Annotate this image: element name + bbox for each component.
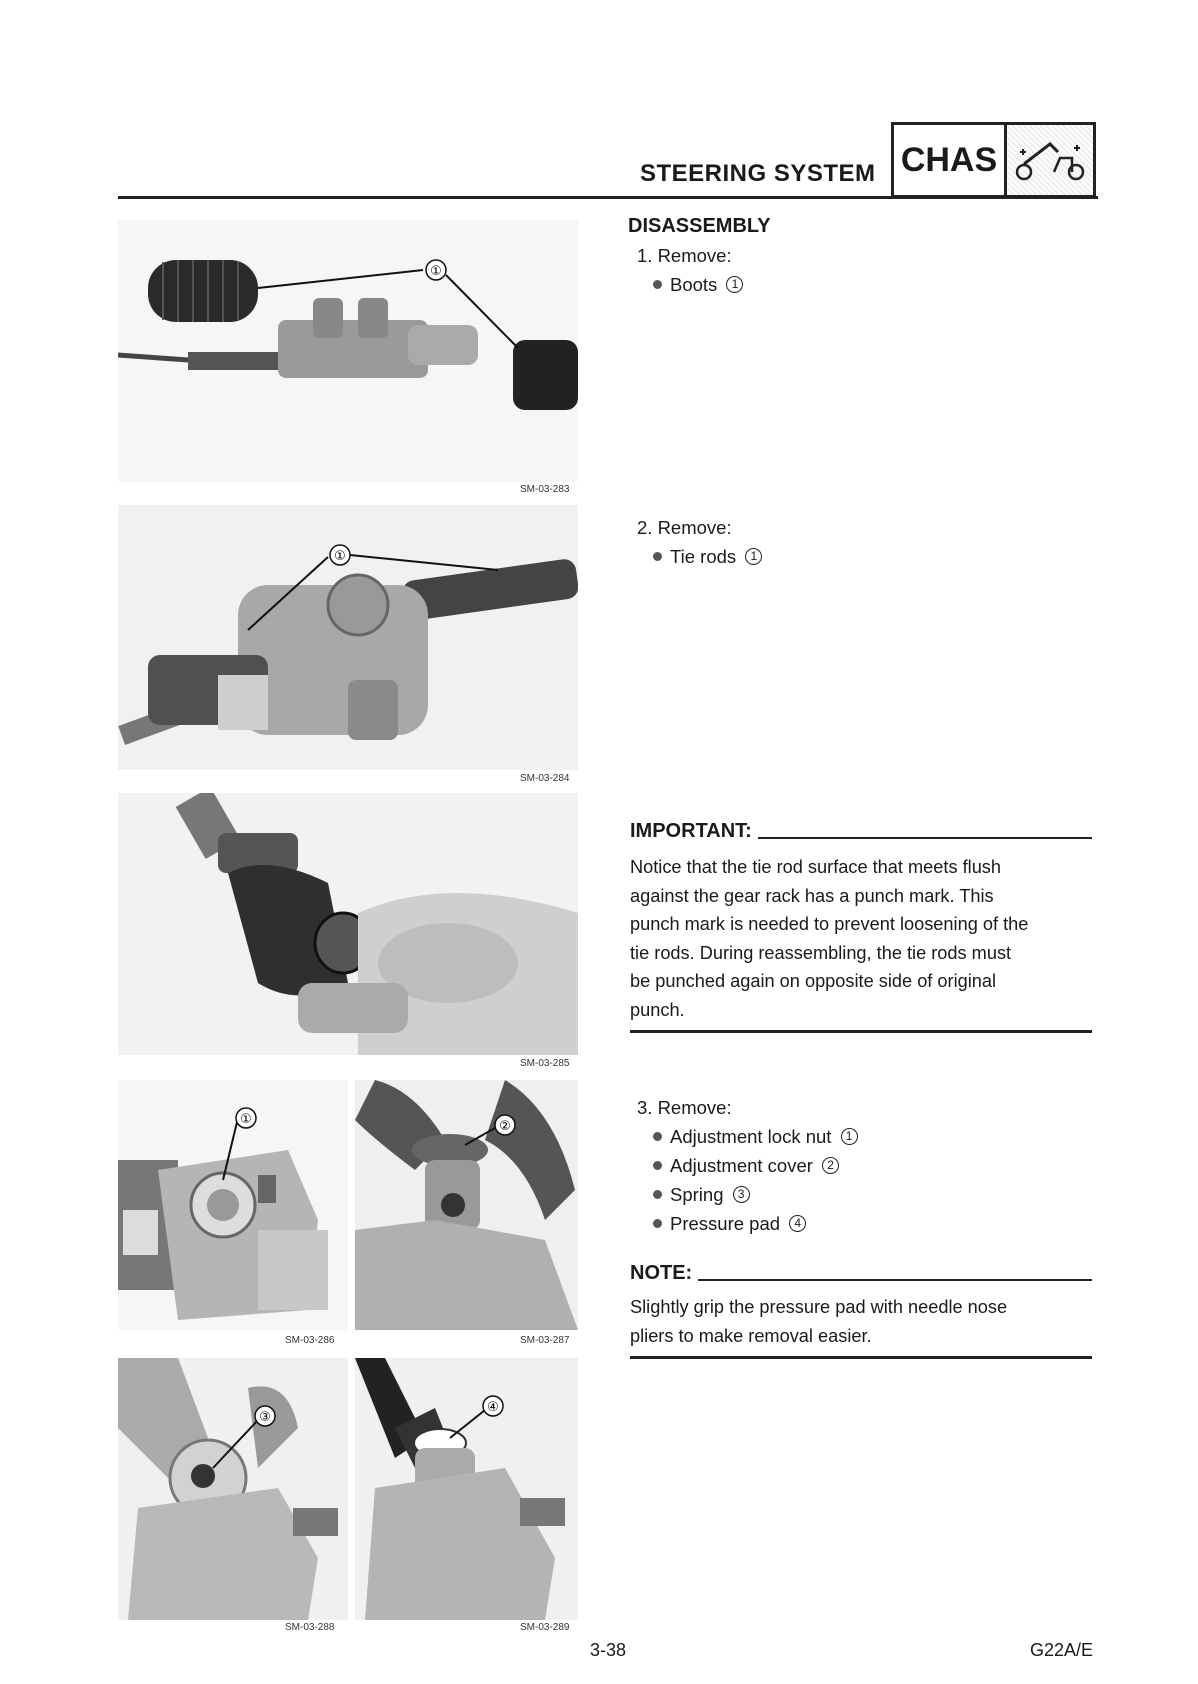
bullet-icon: [653, 280, 662, 289]
important-bottom-rule: [630, 1030, 1092, 1033]
figure-tie-rods: [118, 505, 578, 770]
figure-label: SM-03-285: [520, 1058, 570, 1069]
model-code: G22A/E: [1030, 1640, 1094, 1660]
list-item: Adjustment lock nut 1: [653, 1126, 858, 1148]
bullet-icon: [653, 1190, 662, 1199]
callout-label: ①: [240, 1112, 252, 1127]
note-text: Slightly grip the pressure pad with needle nose pliers to make removal easier.: [630, 1297, 1008, 1346]
callout-number: 4: [789, 1215, 806, 1232]
callout-label: ①: [430, 264, 442, 279]
callout-number: 3: [733, 1186, 750, 1203]
figure-label: SM-03-284: [520, 773, 570, 784]
important-box: [630, 820, 1092, 1033]
figure-spring: [118, 1358, 348, 1620]
figure-boots: [118, 220, 578, 482]
list-item: Adjustment cover 2: [653, 1155, 839, 1177]
step-heading: 3. Remove:: [637, 1097, 732, 1118]
callout-label: ①: [334, 549, 346, 564]
section-badge: [891, 122, 1096, 198]
important-heading: IMPORTANT:: [630, 820, 752, 842]
figure-label: SM-03-288: [285, 1622, 335, 1633]
badge-label: CHAS: [894, 125, 1007, 195]
bullet-icon: [653, 1219, 662, 1228]
bullet-icon: [653, 552, 662, 561]
list-item: Tie rods 1: [653, 546, 762, 568]
figure-adjustment-lock-nut: [118, 1080, 348, 1330]
figure-label: SM-03-289: [520, 1622, 570, 1633]
important-text: Notice that the tie rod surface that meets flush against the gear rack has a punch mark. This punch mark is needed to prevent loosening of the tie rods. During reassembling, the tie rods must be punched again on opposite side of original punch.: [630, 857, 1029, 1020]
note-heading: NOTE:: [630, 1262, 693, 1284]
step-heading: 2. Remove:: [637, 517, 732, 538]
list-item: Boots 1: [653, 274, 743, 296]
list-item: Pressure pad 4: [653, 1213, 806, 1235]
important-rule: [758, 837, 1092, 839]
figure-punch-mark: [118, 793, 578, 1055]
bullet-icon: [653, 1132, 662, 1141]
callout-number: 1: [726, 276, 743, 293]
figure-label: SM-03-286: [285, 1335, 335, 1346]
bullet-icon: [653, 1161, 662, 1170]
figure-pressure-pad: [355, 1358, 578, 1620]
note-box: [630, 1262, 1092, 1359]
note-rule: [698, 1279, 1092, 1281]
figure-label: SM-03-283: [520, 484, 570, 495]
callout-number: 1: [841, 1128, 858, 1145]
step-heading: 1. Remove:: [637, 245, 732, 266]
figure-adjustment-cover: [355, 1080, 578, 1330]
note-bottom-rule: [630, 1356, 1092, 1359]
page-title: STEERING SYSTEM: [640, 160, 876, 187]
steering-wrench-icon: [1007, 125, 1093, 195]
callout-number: 1: [745, 548, 762, 565]
page-number: 3-38: [590, 1640, 627, 1660]
callout-label: ④: [487, 1400, 499, 1415]
callout-label: ③: [259, 1410, 271, 1425]
callout-label: ②: [499, 1119, 511, 1134]
figure-label: SM-03-287: [520, 1335, 570, 1346]
list-item: Spring 3: [653, 1184, 750, 1206]
section-title: DISASSEMBLY: [628, 215, 771, 237]
callout-number: 2: [822, 1157, 839, 1174]
